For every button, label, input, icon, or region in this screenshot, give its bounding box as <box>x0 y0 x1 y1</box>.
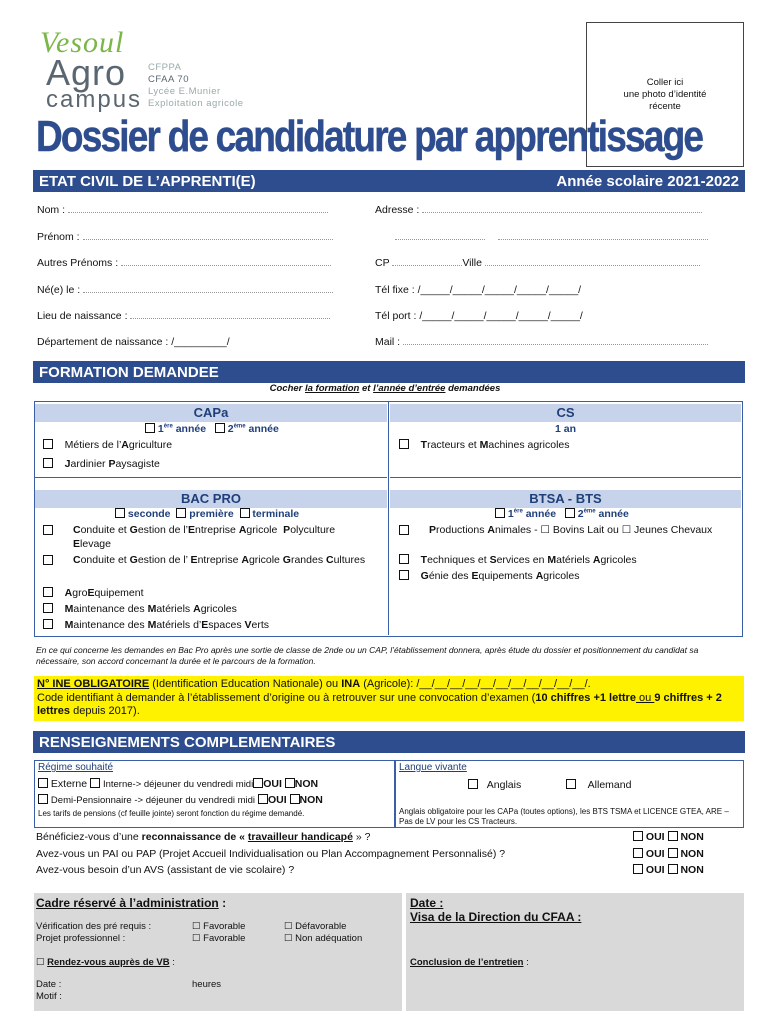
question-handicap: Bénéficiez-vous d’une reconnaissance de « travailleur handicapé » ? <box>36 831 371 843</box>
autres-prenoms-field[interactable]: Autres Prénoms : <box>37 257 331 269</box>
bacpro-item-maintenance-agricoles[interactable]: Maintenance des Matériels Agricoles <box>43 602 237 616</box>
departement-naissance-field[interactable]: Département de naissance : /_________/ <box>37 336 230 348</box>
formation-footnote: En ce qui concerne les demandes en Bac Pro après une sortie de classe de 2nde ou un CAP, l’établissement donnera, après étude du dossier et positionnement du candidat sa nécessaire, son accord concernant la durée et le parcours de la formation. <box>36 645 699 666</box>
verif-defavorable[interactable]: ☐ Défavorable <box>284 921 347 932</box>
btsa-item-tsma[interactable]: Techniques et Services en Matériels Agricoles <box>399 553 637 567</box>
direction-box: Date : Visa de la Direction du CFAA : Conclusion de l’entretien : <box>406 893 744 1011</box>
photo-box[interactable]: Coller ici une photo d’identité récente <box>586 22 744 167</box>
cs-item-tracteurs[interactable]: Tracteurs et Machines agricoles <box>399 438 570 452</box>
logo-subtitle: CFPPA CFAA 70 Lycée E.Munier Exploitation agricole <box>148 62 244 109</box>
tel-port-field[interactable]: Tél port : /_____/_____/_____/_____/_____/ <box>375 310 583 322</box>
bacpro-years[interactable]: seconde première terminale <box>115 508 299 520</box>
handicap-oui-non[interactable]: OUI NON <box>633 830 704 844</box>
logo-vesoul: Vesoul <box>40 26 125 59</box>
page-title: Dossier de candidature par apprentissage <box>36 112 703 161</box>
bacpro-item-cgea-gc[interactable]: Conduite et Gestion de l’ Entreprise Agricole Grandes Cultures <box>43 553 373 567</box>
mail-field[interactable]: Mail : <box>375 336 708 348</box>
adresse-line2[interactable] <box>395 231 708 243</box>
projet-favorable[interactable]: ☐ Favorable <box>192 933 246 944</box>
bacpro-item-agroequipement[interactable]: AgroEquipement <box>43 586 144 600</box>
bacpro-item-maintenance-ev[interactable]: Maintenance des Matériels d’Espaces Verts <box>43 618 269 632</box>
section-formation-header: FORMATION DEMANDEE <box>33 361 745 383</box>
capa-item-agriculture[interactable]: Métiers de l’Agriculture <box>43 438 172 452</box>
logo-campus: campus <box>46 86 143 113</box>
bacpro-header: BAC PRO <box>35 490 387 508</box>
prenom-field[interactable]: Prénom : <box>37 231 333 243</box>
btsa-item-gea[interactable]: Génie des Equipements Agricoles <box>399 569 579 583</box>
annee-scolaire: Année scolaire 2021-2022 <box>556 172 739 190</box>
btsa-header: BTSA - BTS <box>390 490 741 508</box>
langue-allemand[interactable]: Allemand <box>566 778 631 792</box>
bacpro-item-cgea-pe[interactable]: Conduite et Gestion de l’Entreprise Agricole Polyculture Elevage <box>43 523 373 551</box>
nom-field[interactable]: Nom : <box>37 204 328 216</box>
rdv-vb[interactable]: ☐ Rendez-vous auprès de VB : <box>36 957 175 968</box>
question-pai: Avez-vous un PAI ou PAP (Projet Accueil Individualisation ou Plan Accompagnement Personnalisé) ? <box>36 848 506 860</box>
logo-agro: Agro <box>46 52 127 93</box>
langue-box: Langue vivante Anglais Allemand Anglais obligatoire pour les CAPa (toutes options), les BTS TSMA et LICENCE GTEA, ARE – Pas de LV pour les CS Tracteurs. <box>395 760 744 828</box>
pai-oui-non[interactable]: OUI NON <box>633 847 704 861</box>
section-renseignements-header: RENSEIGNEMENTS COMPLEMENTAIRES <box>33 731 745 753</box>
adresse-field[interactable]: Adresse : <box>375 204 702 216</box>
capa-header: CAPa <box>35 404 387 422</box>
section-etat-civil-header: ETAT CIVIL DE L’APPRENTI(E) Année scolaire 2021-2022 <box>33 170 745 192</box>
formation-table <box>34 401 743 637</box>
regime-box: Régime souhaité Externe Interne-> déjeuner du vendredi midi OUI NON Demi-Pensionnaire -> déjeuner du vendredi midi OUI NON Les tarifs de pensions (cf feuille jointe) seront fonction du régime demandé. <box>34 760 395 828</box>
lieu-naissance-field[interactable]: Lieu de naissance : <box>37 310 330 322</box>
cs-header: CS <box>390 404 741 422</box>
ine-block[interactable]: N° INE OBLIGATOIRE (Identification Education Nationale) ou INA (Agricole): /__/__/__/__/__/__/__/__/__/__/__/. Code identifiant à demander à l’établissement d’origine ou à retrouver sur une convocation d’examen (10 chiffres +1 lettre ou 9 chiffres + 2 lettres depuis 2017). <box>34 676 744 721</box>
capa-item-paysagiste[interactable]: Jardinier Paysagiste <box>43 457 160 471</box>
cp-ville-field[interactable]: CP Ville <box>375 257 700 269</box>
regime-demi-pensionnaire[interactable]: Demi-Pensionnaire -> déjeuner du vendredi midi OUI NON <box>38 793 323 808</box>
formation-note: Cocher la formation et l’année d’entrée demandées <box>269 383 501 394</box>
projet-non-adequation[interactable]: ☐ Non adéquation <box>284 933 363 944</box>
date-naissance-field[interactable]: Né(e) le : <box>37 284 333 296</box>
admin-box: Cadre réservé à l’administration : Vérification des pré requis : Projet professionnel : ☐ Favorable ☐ Favorable ☐ Défavorable ☐ Non adéquation ☐ Rendez-vous auprès de VB : Date : heures Motif : <box>34 893 402 1011</box>
verif-favorable[interactable]: ☐ Favorable <box>192 921 246 932</box>
cs-year: 1 an <box>554 423 576 435</box>
btsa-item-productions-animales[interactable]: Productions Animales - ☐ Bovins Lait ou ☐ Jeunes Chevaux <box>399 523 729 537</box>
tel-fixe-field[interactable]: Tél fixe : /_____/_____/_____/_____/_____/ <box>375 284 582 296</box>
capa-years[interactable]: 1ère année 2ème année <box>145 423 279 435</box>
langue-anglais[interactable]: Anglais <box>468 778 521 792</box>
question-avs: Avez-vous besoin d’un AVS (assistant de vie scolaire) ? <box>36 864 295 876</box>
avs-oui-non[interactable]: OUI NON <box>633 863 704 877</box>
regime-externe-interne[interactable]: Externe Interne-> déjeuner du vendredi midi OUI NON <box>38 777 318 792</box>
btsa-years[interactable]: 1ère année 2ème année <box>495 508 629 520</box>
